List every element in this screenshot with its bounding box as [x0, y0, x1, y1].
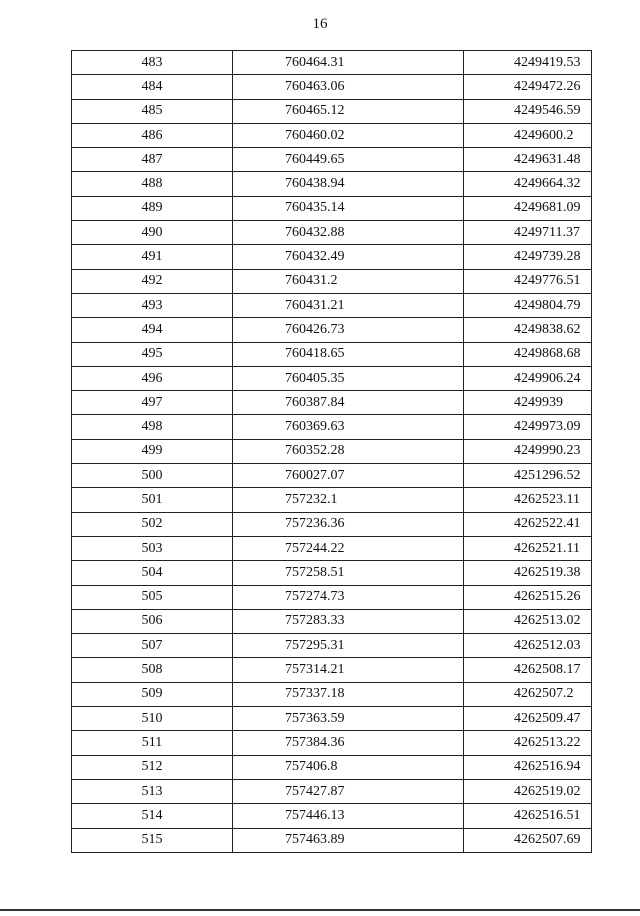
table-row [72, 196, 592, 220]
table-row [72, 561, 592, 585]
y-coordinate-cell: 4251296.52 [464, 464, 592, 488]
table-row [72, 245, 592, 269]
y-coordinate-cell: 4262515.26 [464, 585, 592, 609]
point-number-cell: 504 [72, 561, 233, 585]
point-number-cell: 495 [72, 342, 233, 366]
point-number-cell: 502 [72, 512, 233, 536]
y-coordinate-cell: 4249906.24 [464, 366, 592, 390]
y-coordinate-cell: 4249664.32 [464, 172, 592, 196]
table-row [72, 804, 592, 828]
x-coordinate-cell: 760435.14 [233, 196, 464, 220]
page-bottom-border [0, 909, 640, 911]
x-coordinate-cell: 757314.21 [233, 658, 464, 682]
point-number-cell: 483 [72, 51, 233, 75]
point-number-cell: 493 [72, 293, 233, 317]
point-number-cell: 487 [72, 148, 233, 172]
x-coordinate-cell: 757232.1 [233, 488, 464, 512]
table-row [72, 221, 592, 245]
table-row [72, 172, 592, 196]
point-number-cell: 490 [72, 221, 233, 245]
y-coordinate-cell: 4262516.51 [464, 804, 592, 828]
x-coordinate-cell: 760426.73 [233, 318, 464, 342]
table-row [72, 269, 592, 293]
x-coordinate-cell: 757406.8 [233, 755, 464, 779]
point-number-cell: 505 [72, 585, 233, 609]
point-number-cell: 499 [72, 439, 233, 463]
y-coordinate-cell: 4249939 [464, 391, 592, 415]
point-number-cell: 501 [72, 488, 233, 512]
x-coordinate-cell: 760387.84 [233, 391, 464, 415]
y-coordinate-cell: 4249711.37 [464, 221, 592, 245]
table-row [72, 75, 592, 99]
coordinates-table-body [72, 51, 592, 853]
table-row [72, 415, 592, 439]
table-row [72, 464, 592, 488]
table-row [72, 488, 592, 512]
x-coordinate-cell: 760405.35 [233, 366, 464, 390]
x-coordinate-cell: 757236.36 [233, 512, 464, 536]
table-row [72, 342, 592, 366]
y-coordinate-cell: 4249472.26 [464, 75, 592, 99]
table-row [72, 658, 592, 682]
point-number-cell: 508 [72, 658, 233, 682]
table-row [72, 123, 592, 147]
x-coordinate-cell: 760438.94 [233, 172, 464, 196]
x-coordinate-cell: 760449.65 [233, 148, 464, 172]
table-row [72, 512, 592, 536]
x-coordinate-cell: 757384.36 [233, 731, 464, 755]
y-coordinate-cell: 4249973.09 [464, 415, 592, 439]
x-coordinate-cell: 757258.51 [233, 561, 464, 585]
y-coordinate-cell: 4249739.28 [464, 245, 592, 269]
table-row [72, 293, 592, 317]
x-coordinate-cell: 760463.06 [233, 75, 464, 99]
y-coordinate-cell: 4249419.53 [464, 51, 592, 75]
y-coordinate-cell: 4249776.51 [464, 269, 592, 293]
y-coordinate-cell: 4249631.48 [464, 148, 592, 172]
x-coordinate-cell: 760418.65 [233, 342, 464, 366]
point-number-cell: 497 [72, 391, 233, 415]
y-coordinate-cell: 4262519.38 [464, 561, 592, 585]
point-number-cell: 489 [72, 196, 233, 220]
y-coordinate-cell: 4249804.79 [464, 293, 592, 317]
point-number-cell: 494 [72, 318, 233, 342]
table-row [72, 99, 592, 123]
table-row [72, 755, 592, 779]
y-coordinate-cell: 4249546.59 [464, 99, 592, 123]
x-coordinate-cell: 760431.21 [233, 293, 464, 317]
x-coordinate-cell: 757446.13 [233, 804, 464, 828]
y-coordinate-cell: 4262509.47 [464, 707, 592, 731]
point-number-cell: 514 [72, 804, 233, 828]
point-number-cell: 492 [72, 269, 233, 293]
point-number-cell: 484 [72, 75, 233, 99]
x-coordinate-cell: 760369.63 [233, 415, 464, 439]
table-row [72, 51, 592, 75]
table-row [72, 634, 592, 658]
x-coordinate-cell: 757463.89 [233, 828, 464, 852]
x-coordinate-cell: 760464.31 [233, 51, 464, 75]
point-number-cell: 512 [72, 755, 233, 779]
table-row [72, 318, 592, 342]
x-coordinate-cell: 757337.18 [233, 682, 464, 706]
table-row [72, 707, 592, 731]
point-number-cell: 488 [72, 172, 233, 196]
x-coordinate-cell: 760027.07 [233, 464, 464, 488]
y-coordinate-cell: 4262521.11 [464, 536, 592, 560]
x-coordinate-cell: 757295.31 [233, 634, 464, 658]
point-number-cell: 500 [72, 464, 233, 488]
x-coordinate-cell: 760432.49 [233, 245, 464, 269]
point-number-cell: 496 [72, 366, 233, 390]
x-coordinate-cell: 760460.02 [233, 123, 464, 147]
y-coordinate-cell: 4249838.62 [464, 318, 592, 342]
point-number-cell: 511 [72, 731, 233, 755]
page-number: 16 [312, 16, 328, 32]
y-coordinate-cell: 4249990.23 [464, 439, 592, 463]
point-number-cell: 491 [72, 245, 233, 269]
y-coordinate-cell: 4262523.11 [464, 488, 592, 512]
point-number-cell: 506 [72, 609, 233, 633]
point-number-cell: 515 [72, 828, 233, 852]
y-coordinate-cell: 4262513.22 [464, 731, 592, 755]
y-coordinate-cell: 4262507.2 [464, 682, 592, 706]
point-number-cell: 503 [72, 536, 233, 560]
table-row [72, 366, 592, 390]
table-row [72, 391, 592, 415]
x-coordinate-cell: 757244.22 [233, 536, 464, 560]
point-number-cell: 509 [72, 682, 233, 706]
x-coordinate-cell: 760431.2 [233, 269, 464, 293]
y-coordinate-cell: 4262513.02 [464, 609, 592, 633]
point-number-cell: 486 [72, 123, 233, 147]
point-number-cell: 513 [72, 779, 233, 803]
table-row [72, 536, 592, 560]
coordinates-table [71, 50, 592, 853]
y-coordinate-cell: 4262507.69 [464, 828, 592, 852]
x-coordinate-cell: 757283.33 [233, 609, 464, 633]
x-coordinate-cell: 760352.28 [233, 439, 464, 463]
table-row [72, 609, 592, 633]
x-coordinate-cell: 760432.88 [233, 221, 464, 245]
point-number-cell: 498 [72, 415, 233, 439]
table-row [72, 439, 592, 463]
x-coordinate-cell: 760465.12 [233, 99, 464, 123]
y-coordinate-cell: 4249600.2 [464, 123, 592, 147]
table-row [72, 779, 592, 803]
table-row [72, 148, 592, 172]
point-number-cell: 507 [72, 634, 233, 658]
y-coordinate-cell: 4262522.41 [464, 512, 592, 536]
y-coordinate-cell: 4262519.02 [464, 779, 592, 803]
point-number-cell: 485 [72, 99, 233, 123]
y-coordinate-cell: 4262508.17 [464, 658, 592, 682]
y-coordinate-cell: 4249868.68 [464, 342, 592, 366]
y-coordinate-cell: 4249681.09 [464, 196, 592, 220]
x-coordinate-cell: 757274.73 [233, 585, 464, 609]
point-number-cell: 510 [72, 707, 233, 731]
table-row [72, 731, 592, 755]
y-coordinate-cell: 4262512.03 [464, 634, 592, 658]
table-row [72, 585, 592, 609]
table-row [72, 682, 592, 706]
x-coordinate-cell: 757363.59 [233, 707, 464, 731]
table-row [72, 828, 592, 852]
y-coordinate-cell: 4262516.94 [464, 755, 592, 779]
x-coordinate-cell: 757427.87 [233, 779, 464, 803]
